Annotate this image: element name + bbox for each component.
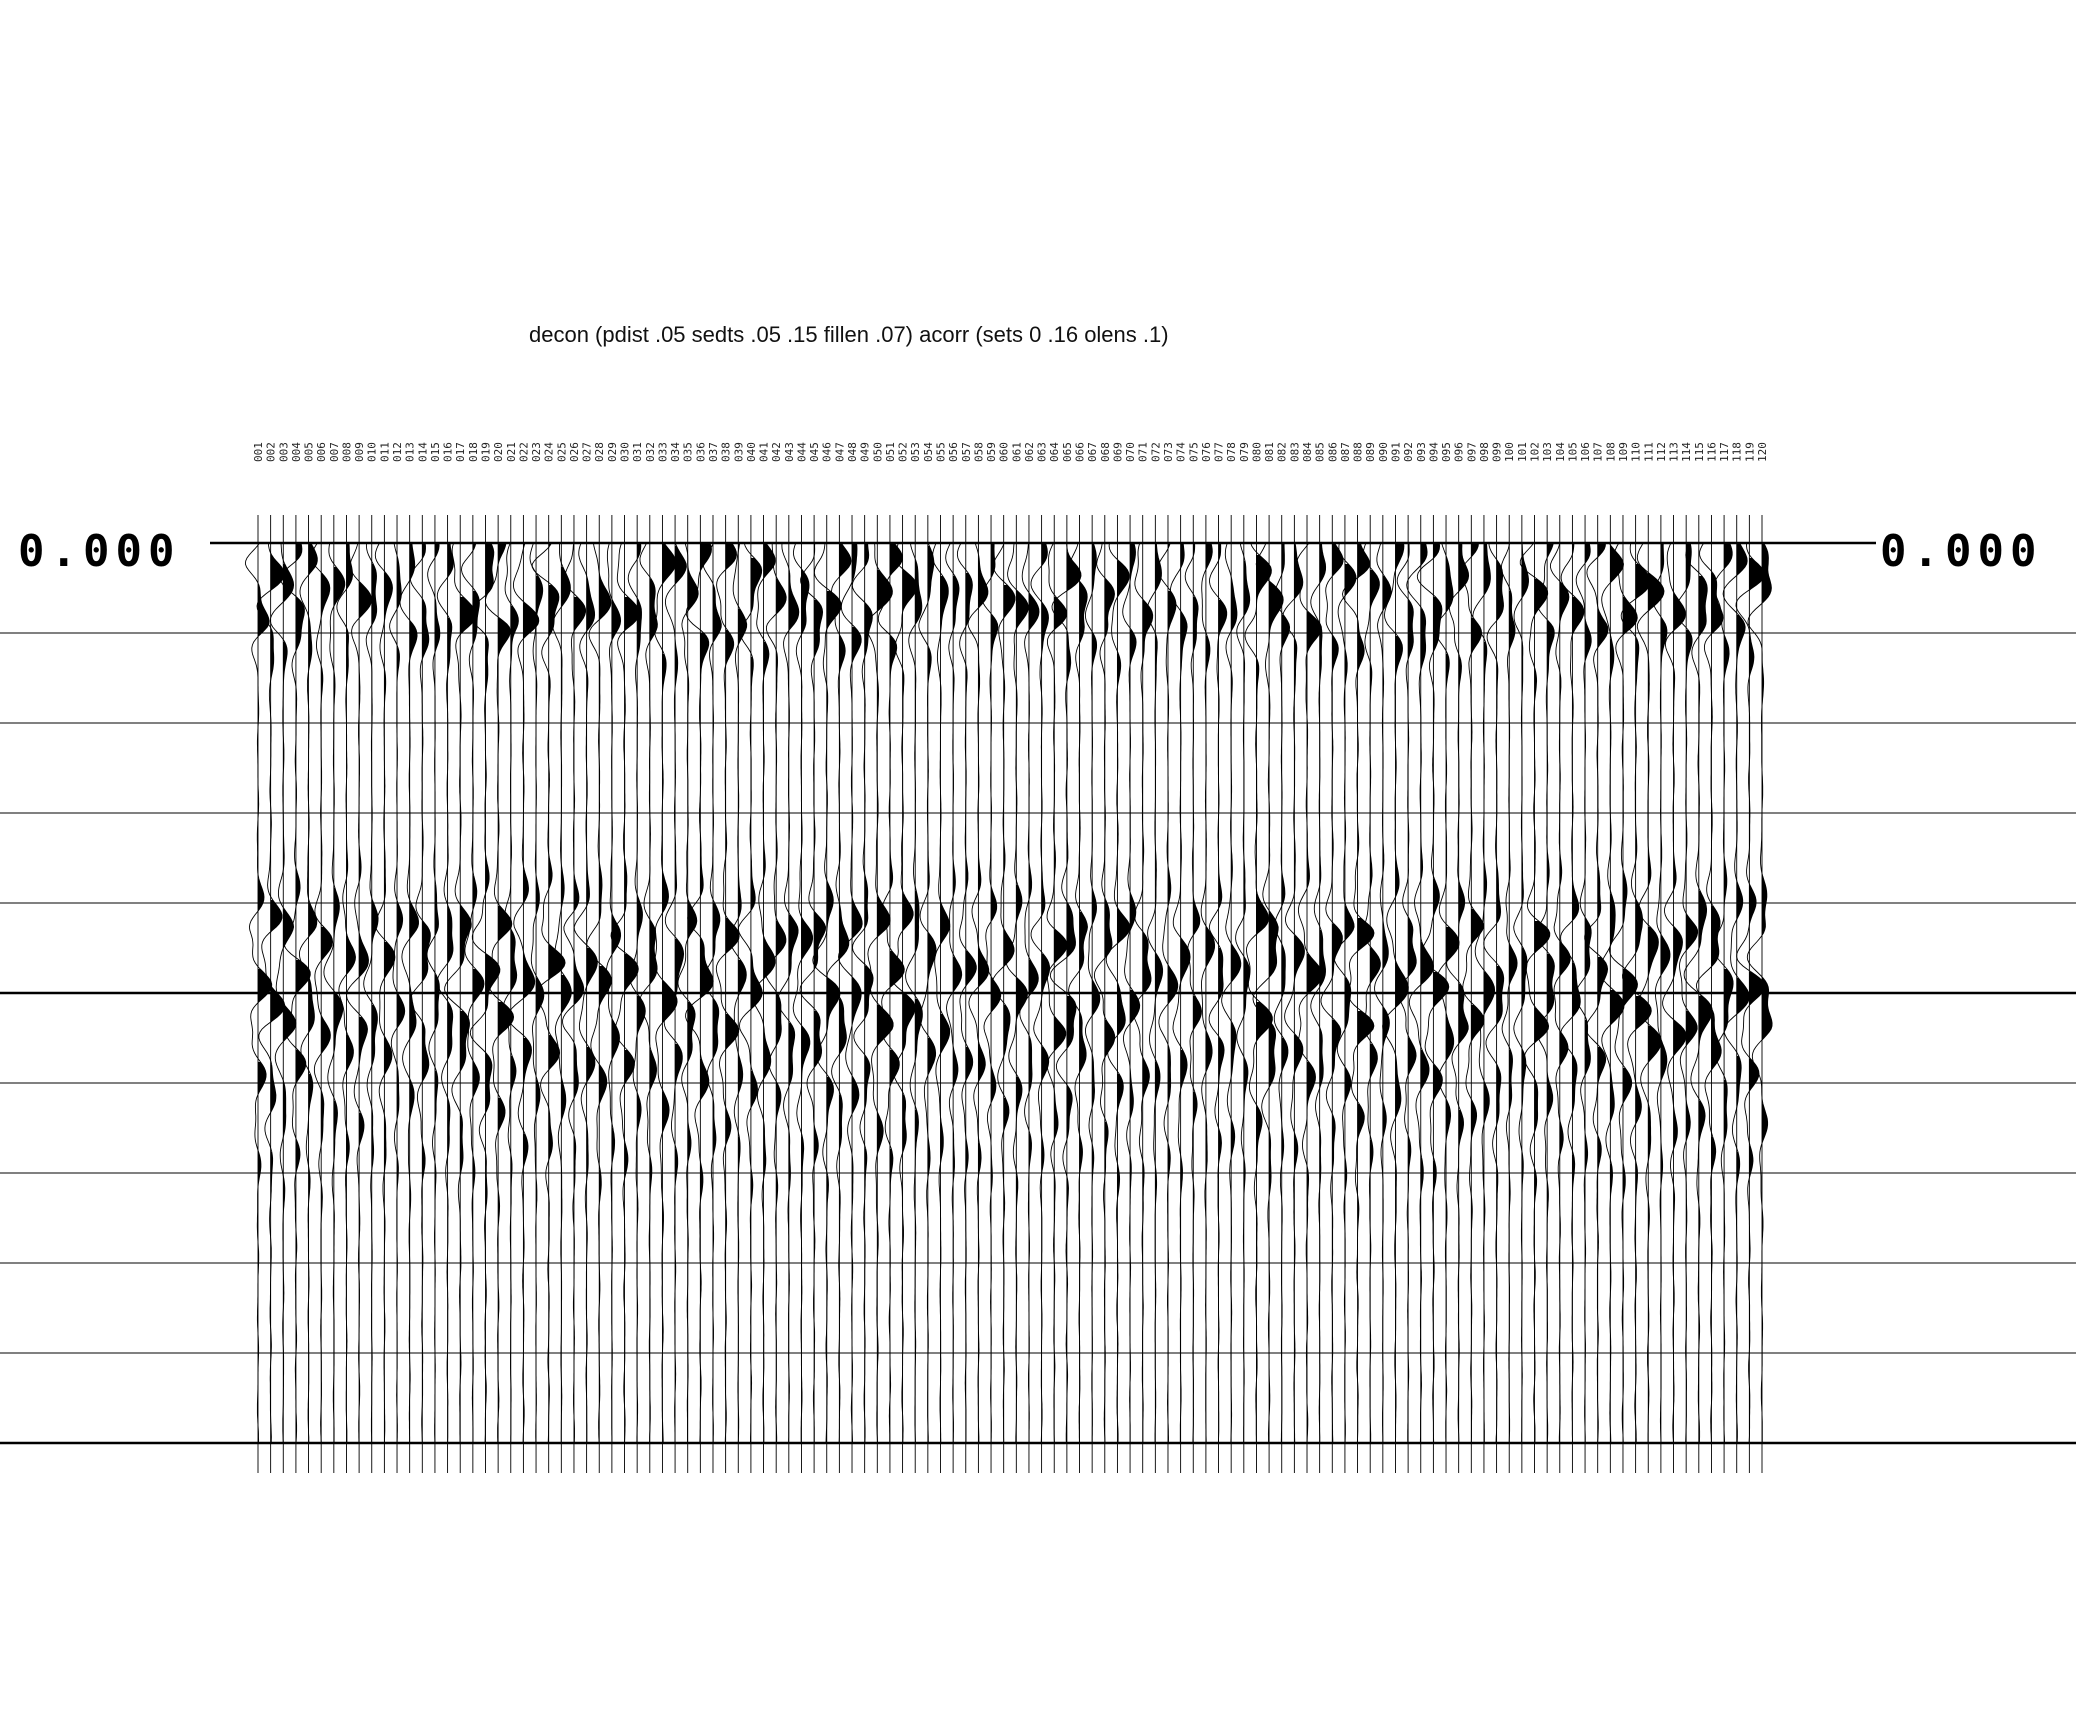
trace-label: 085 [1313, 442, 1327, 462]
trace-label: 002 [264, 442, 278, 462]
trace-fill [1509, 591, 1517, 1206]
trace-label: 040 [744, 442, 758, 462]
trace-label: 033 [656, 442, 670, 462]
trace-label: 080 [1250, 442, 1264, 462]
trace-label: 093 [1414, 442, 1428, 462]
trace-fill [1762, 543, 1772, 1335]
trace-label: 026 [567, 442, 581, 462]
trace-fill [1737, 543, 1750, 1341]
trace-label: 081 [1263, 442, 1277, 462]
trace-fill [839, 543, 851, 1401]
trace-label: 068 [1098, 442, 1112, 462]
trace-label: 043 [782, 442, 796, 462]
trace-label: 045 [808, 442, 822, 462]
trace-fill [1105, 579, 1115, 1362]
trace-label: 029 [605, 442, 619, 462]
trace-fill [1117, 561, 1130, 1347]
trace-fill [561, 567, 571, 1215]
trace-label: 007 [327, 442, 341, 462]
trace-label: 112 [1654, 442, 1668, 462]
trace-label: 106 [1579, 442, 1593, 462]
trace-fill [599, 576, 611, 1398]
trace-label: 003 [277, 442, 291, 462]
trace-label: 010 [365, 442, 379, 462]
trace-label: 095 [1440, 442, 1454, 462]
trace-label: 079 [1237, 442, 1251, 462]
trace-label: 102 [1528, 442, 1542, 462]
trace-label: 052 [896, 442, 910, 462]
trace-label: 076 [1199, 442, 1213, 462]
trace-fill [1029, 594, 1039, 1254]
trace-label: 082 [1275, 442, 1289, 462]
trace-fill [1471, 543, 1484, 1314]
trace-label: 035 [681, 442, 695, 462]
trace-label: 120 [1756, 442, 1769, 462]
trace-label: 089 [1364, 442, 1378, 462]
trace-fill [1724, 543, 1733, 1350]
trace-label: 090 [1376, 442, 1390, 462]
trace-label: 100 [1503, 442, 1517, 462]
trace-label: 094 [1427, 442, 1441, 462]
trace-label: 117 [1718, 442, 1732, 462]
trace-label: 063 [1035, 442, 1049, 462]
trace-fill [1168, 543, 1178, 1179]
trace-fill [1004, 585, 1015, 1377]
trace-label: 038 [719, 442, 733, 462]
trace-label: 065 [1060, 442, 1074, 462]
trace-label: 083 [1288, 442, 1302, 462]
trace-label: 058 [972, 442, 986, 462]
trace-fill [802, 570, 813, 1401]
trace-fill [1042, 543, 1050, 1419]
trace-fill [536, 576, 544, 1209]
trace-fill [1269, 582, 1283, 1410]
trace-fill [941, 576, 950, 1161]
trace-fill [1446, 558, 1459, 1398]
trace-label: 044 [795, 442, 809, 462]
trace-label: 113 [1667, 442, 1681, 462]
trace-fill [612, 600, 621, 1164]
trace-label: 023 [530, 442, 544, 462]
trace-label: 061 [1010, 442, 1024, 462]
trace-label: 097 [1465, 442, 1479, 462]
trace-label: 115 [1692, 442, 1706, 462]
trace-label: 070 [1124, 442, 1138, 462]
trace-fill [410, 543, 419, 1212]
trace-label: 019 [479, 442, 493, 462]
trace-fill [915, 561, 922, 1239]
trace-label: 074 [1174, 442, 1188, 462]
trace-label: 066 [1073, 442, 1087, 462]
trace-fill [1054, 597, 1067, 1374]
trace-fill [650, 579, 658, 1419]
trace-label: 111 [1642, 442, 1656, 462]
trace-label: 053 [909, 442, 923, 462]
trace-label: 108 [1604, 442, 1618, 462]
trace-label: 017 [454, 442, 468, 462]
trace-label: 072 [1149, 442, 1163, 462]
trace-label: 099 [1490, 442, 1504, 462]
trace-label: 059 [985, 442, 999, 462]
trace-label: 020 [492, 442, 506, 462]
trace-fill [637, 543, 645, 1221]
right-time-label: 0.000 [1880, 526, 2043, 577]
trace-fill [852, 543, 862, 1281]
trace-fill [1547, 543, 1554, 1437]
trace-label: 005 [302, 442, 316, 462]
trace-fill [928, 546, 936, 1176]
trace-fill [1181, 543, 1191, 1290]
trace-label: 075 [1187, 442, 1201, 462]
trace-label: 119 [1743, 442, 1757, 462]
trace-label-group [252, 442, 1769, 462]
trace-label: 011 [378, 442, 392, 462]
left-time-label: 0.000 [18, 526, 181, 577]
trace-label: 057 [959, 442, 973, 462]
trace-label: 096 [1452, 442, 1466, 462]
trace-fill [1143, 600, 1153, 1314]
trace-label: 031 [631, 442, 645, 462]
trace-label: 025 [555, 442, 569, 462]
trace-label: 034 [669, 442, 683, 462]
trace-label: 030 [618, 442, 632, 462]
trace-label: 086 [1326, 442, 1340, 462]
trace-label: 001 [252, 442, 265, 462]
trace-label: 118 [1730, 442, 1744, 462]
trace-label: 116 [1705, 442, 1719, 462]
trace-fill [347, 543, 356, 1251]
trace-fill [953, 576, 962, 1179]
trace-label: 049 [858, 442, 872, 462]
trace-fill [1282, 543, 1290, 1218]
trace-label: 037 [706, 442, 720, 462]
trace-label: 109 [1616, 442, 1630, 462]
trace-label: 016 [441, 442, 455, 462]
trace-fill [1674, 594, 1687, 1308]
trace-label: 088 [1351, 442, 1365, 462]
trace-fill [713, 585, 721, 1245]
trace-label: 008 [340, 442, 354, 462]
trace-label: 015 [428, 442, 442, 462]
trace-fill [751, 558, 762, 1392]
trace-fill [865, 543, 873, 1185]
chart-title: decon (pdist .05 sedts .05 .15 fillen .07) acorr (sets 0 .16 olens .1) [529, 322, 1169, 347]
trace-label: 014 [416, 442, 430, 462]
trace-fill [1206, 543, 1215, 1173]
trace-fill [422, 543, 430, 1269]
trace-fill [700, 543, 713, 1398]
trace-fill [814, 543, 826, 1254]
trace-label: 064 [1048, 442, 1062, 462]
trace-fill [1408, 543, 1416, 1380]
trace-fill [1497, 561, 1504, 1203]
trace-fill [372, 564, 378, 1167]
trace-label: 018 [466, 442, 480, 462]
trace-label: 077 [1212, 442, 1226, 462]
trace-label: 013 [403, 442, 417, 462]
trace-label: 062 [1022, 442, 1036, 462]
trace-label: 027 [580, 442, 594, 462]
trace-label: 042 [770, 442, 784, 462]
trace-label: 054 [921, 442, 935, 462]
trace-label: 028 [593, 442, 607, 462]
trace-fill [309, 543, 318, 1200]
trace-fill [1585, 543, 1591, 1257]
trace-fill [1421, 543, 1434, 1395]
trace-fill [1572, 543, 1584, 1371]
trace-fill [1092, 543, 1100, 1176]
trace-fill [1598, 543, 1608, 1434]
trace-label: 110 [1629, 442, 1643, 462]
trace-fill [776, 579, 786, 1203]
trace-label: 067 [1086, 442, 1100, 462]
trace-label: 091 [1389, 442, 1403, 462]
trace-label: 012 [391, 442, 405, 462]
trace-label: 006 [315, 442, 329, 462]
trace-label: 032 [643, 442, 657, 462]
trace-label: 087 [1338, 442, 1352, 462]
trace-label: 092 [1402, 442, 1416, 462]
trace-label: 047 [833, 442, 847, 462]
trace-label: 069 [1111, 442, 1125, 462]
trace-label: 055 [934, 442, 948, 462]
trace-label: 039 [732, 442, 746, 462]
trace-label: 103 [1541, 442, 1555, 462]
trace-label: 041 [757, 442, 771, 462]
trace-fill [511, 606, 519, 1185]
trace-label: 048 [846, 442, 860, 462]
trace-label: 036 [694, 442, 708, 462]
trace-label: 004 [289, 442, 303, 462]
trace-fill [1370, 570, 1380, 1257]
trace-fill [1484, 543, 1495, 1329]
trace-label: 084 [1301, 442, 1315, 462]
trace-label: 050 [871, 442, 885, 462]
trace-fill [991, 543, 1001, 1191]
trace-label: 104 [1553, 442, 1567, 462]
trace-label: 024 [542, 442, 556, 462]
trace-fill [587, 579, 598, 1347]
trace-label: 107 [1591, 442, 1605, 462]
trace-label: 105 [1566, 442, 1580, 462]
trace-fill [1699, 576, 1713, 1341]
trace-label: 056 [947, 442, 961, 462]
trace-fill [1610, 546, 1624, 1287]
trace-fill [1193, 543, 1201, 1209]
trace-label: 021 [504, 442, 518, 462]
trace-label: 022 [517, 442, 531, 462]
trace-fill [1080, 582, 1088, 1173]
trace-label: 114 [1680, 442, 1694, 462]
trace-fill [397, 558, 405, 1185]
trace-label: 071 [1136, 442, 1150, 462]
trace-label: 009 [353, 442, 367, 462]
trace-fill [1130, 543, 1140, 1188]
trace-label: 046 [820, 442, 834, 462]
trace-label: 098 [1477, 442, 1491, 462]
trace-fill [1661, 543, 1670, 1185]
trace-label: 078 [1225, 442, 1239, 462]
trace-fill [1219, 543, 1227, 1245]
trace-label: 073 [1161, 442, 1175, 462]
trace-fill [789, 573, 799, 1398]
trace-label: 101 [1515, 442, 1529, 462]
trace-label: 051 [883, 442, 897, 462]
trace-label: 060 [997, 442, 1011, 462]
